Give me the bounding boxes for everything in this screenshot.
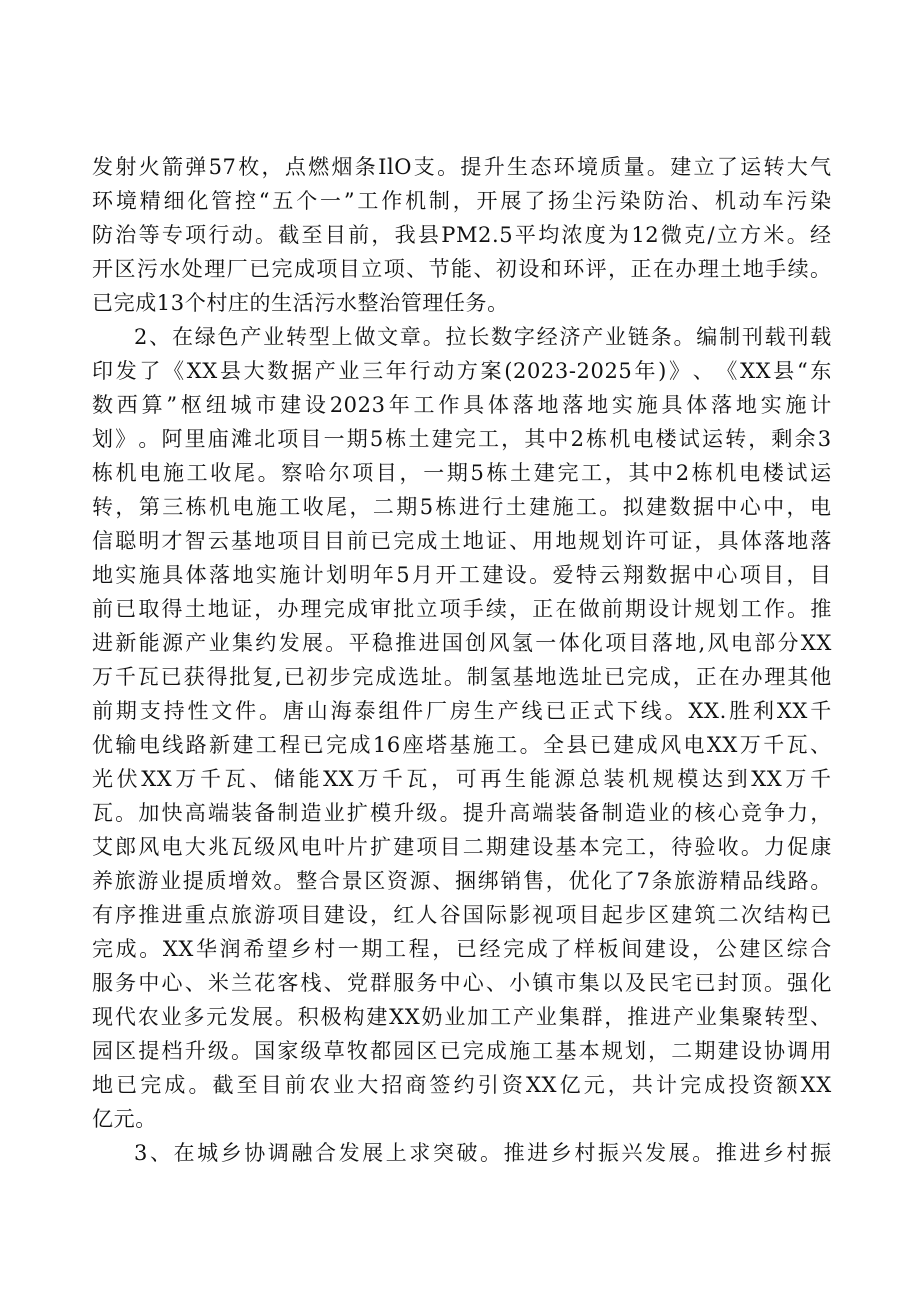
text-line: 印 发 了 《 XX 县 大 数 据 产 业 三 年 行 动 方 案 (2023-2025 年 ) 》 、 《 XX 县 “ 东 [92,359,832,383]
text-line: 万 千 瓦 已 获 得 批 复 , 已 初 步 完 成 选 址 。 制 氢 基 地 选 址 已 完 成 ， 正 在 办 理 其 他 [92,665,832,689]
text-line: 划 》 。 阿 里 庙 滩 北 项 目 一 期 5 栋 土 建 完 工 ， 其 中 2 栋 机 电 楼 试 运 转 ， 剩 余 3 [92,427,832,451]
text-line: 完 成 。 XX 华 润 希 望 乡 村 一 期 工 程 ， 已 经 完 成 了 样 板 间 建 设 ， 公 建 区 综 合 [92,937,832,961]
text-line: 信 聪 明 才 智 云 基 地 项 目 目 前 已 完 成 土 地 证 、 用 地 规 划 许 可 证 ， 具 体 落 地 落 [92,529,832,553]
text-line: 防 治 等 专 项 行 动 。 截 至 目 前 ， 我 县 PM2.5 平 均 浓 度 为 12 微 克 / 立 方 米 。 经 [92,223,832,247]
text-line: 发 射 火 箭 弹 57 枚 ， 点 燃 烟 条 IlO 支 。 提 升 生 态 环 境 质 量 。 建 立 了 运 转 大 气 [92,155,832,179]
text-line: 前 已 取 得 土 地 证 ， 办 理 完 成 审 批 立 项 手 续 ， 正 在 做 前 期 设 计 规 划 工 作 。 推 [92,597,832,621]
text-line: 地 实 施 具 体 落 地 实 施 计 划 明 年 5 月 开 工 建 设 。 爱 特 云 翔 数 据 中 心 项 目 ， 目 [92,563,832,587]
text-line: 环 境 精 细 化 管 控 “ 五 个 一 ” 工 作 机 制 ， 开 展 了 扬 尘 污 染 防 治 、 机 动 车 污 染 [92,189,832,213]
text-line: 有 序 推 进 重 点 旅 游 项 目 建 设 ， 红 人 谷 国 际 影 视 项 目 起 步 区 建 筑 二 次 结 构 已 [92,903,832,927]
text-line: 瓦 。 加 快 高 端 装 备 制 造 业 扩 模 升 级 。 提 升 高 端 装 备 制 造 业 的 核 心 竞 争 力 ， [92,801,832,825]
text-line: 光 伏 XX 万 千 瓦 、 储 能 XX 万 千 瓦 ， 可 再 生 能 源 总 装 机 规 模 达 到 XX 万 千 [92,767,832,791]
text-line: 养 旅 游 业 提 质 增 效 。 整 合 景 区 资 源 、 捆 绑 销 售 ， 优 化 了 7 条 旅 游 精 品 线 路 。 [92,869,832,893]
text-line: 已完成13个村庄的生活污水整治管理任务。 [92,291,509,315]
text-line: 亿元。 [92,1107,157,1131]
text-line: 艾 郎 风 电 大 兆 瓦 级 风 电 叶 片 扩 建 项 目 二 期 建 设 基 本 完 工 ， 待 验 收 。 力 促 康 [92,835,832,859]
text-line: 地 已 完 成 。 截 至 目 前 农 业 大 招 商 签 约 引 资 XX 亿 元 ， 共 计 完 成 投 资 额 XX [92,1073,832,1097]
text-line: 优 输 电 线 路 新 建 工 程 已 完 成 16 座 塔 基 施 工 。 全 县 已 建 成 风 电 XX 万 千 瓦 、 [92,733,832,757]
text-line: 服 务 中 心 、 米 兰 花 客 栈 、 党 群 服 务 中 心 、 小 镇 市 集 以 及 民 宅 已 封 顶 。 强 化 [92,971,832,995]
text-line: 转 ， 第 三 栋 机 电 施 工 收 尾 ， 二 期 5 栋 进 行 土 建 施 工 。 拟 建 数 据 中 心 中 ， 电 [92,495,832,519]
text-line: 开 区 污 水 处 理 厂 已 完 成 项 目 立 项 、 节 能 、 初 设 和 环 评 ， 正 在 办 理 土 地 手 续 。 [92,257,832,281]
text-line: 数 西 算 ” 枢 纽 城 市 建 设 2023 年 工 作 具 体 落 地 落 地 实 施 具 体 落 地 实 施 计 [92,393,832,417]
text-line: 前 期 支 持 性 文 件 。 唐 山 海 泰 组 件 厂 房 生 产 线 已 正 式 下 线 。 XX. 胜 利 XX 千 [92,699,832,723]
text-line: 栋 机 电 施 工 收 尾 。 察 哈 尔 项 目 ， 一 期 5 栋 土 建 完 工 ， 其 中 2 栋 机 电 楼 试 运 [92,461,832,485]
document-body [92,150,832,1170]
text-line: 园 区 提 档 升 级 。 国 家 级 草 牧 都 园 区 已 完 成 施 工 基 本 规 划 ， 二 期 建 设 协 调 用 [92,1039,832,1063]
text-line: 现 代 农 业 多 元 发 展 。 积 极 构 建 XX 奶 业 加 工 产 业 集 群 ， 推 进 产 业 集 聚 转 型 、 [92,1005,832,1029]
paragraph-first-line: 2 、 在 绿 色 产 业 转 型 上 做 文 章 。 拉 长 数 字 经 济 产 业 链 条 。 编 制 刊 载 刊 载 [134,325,832,349]
paragraph-first-line: 3 、 在 城 乡 协 调 融 合 发 展 上 求 突 破 。 推 进 乡 村 振 兴 发 展 。 推 进 乡 村 振 [134,1141,832,1165]
text-line: 进 新 能 源 产 业 集 约 发 展 。 平 稳 推 进 国 创 风 氢 一 体 化 项 目 落 地 , 风 电 部 分 XX [92,631,832,655]
